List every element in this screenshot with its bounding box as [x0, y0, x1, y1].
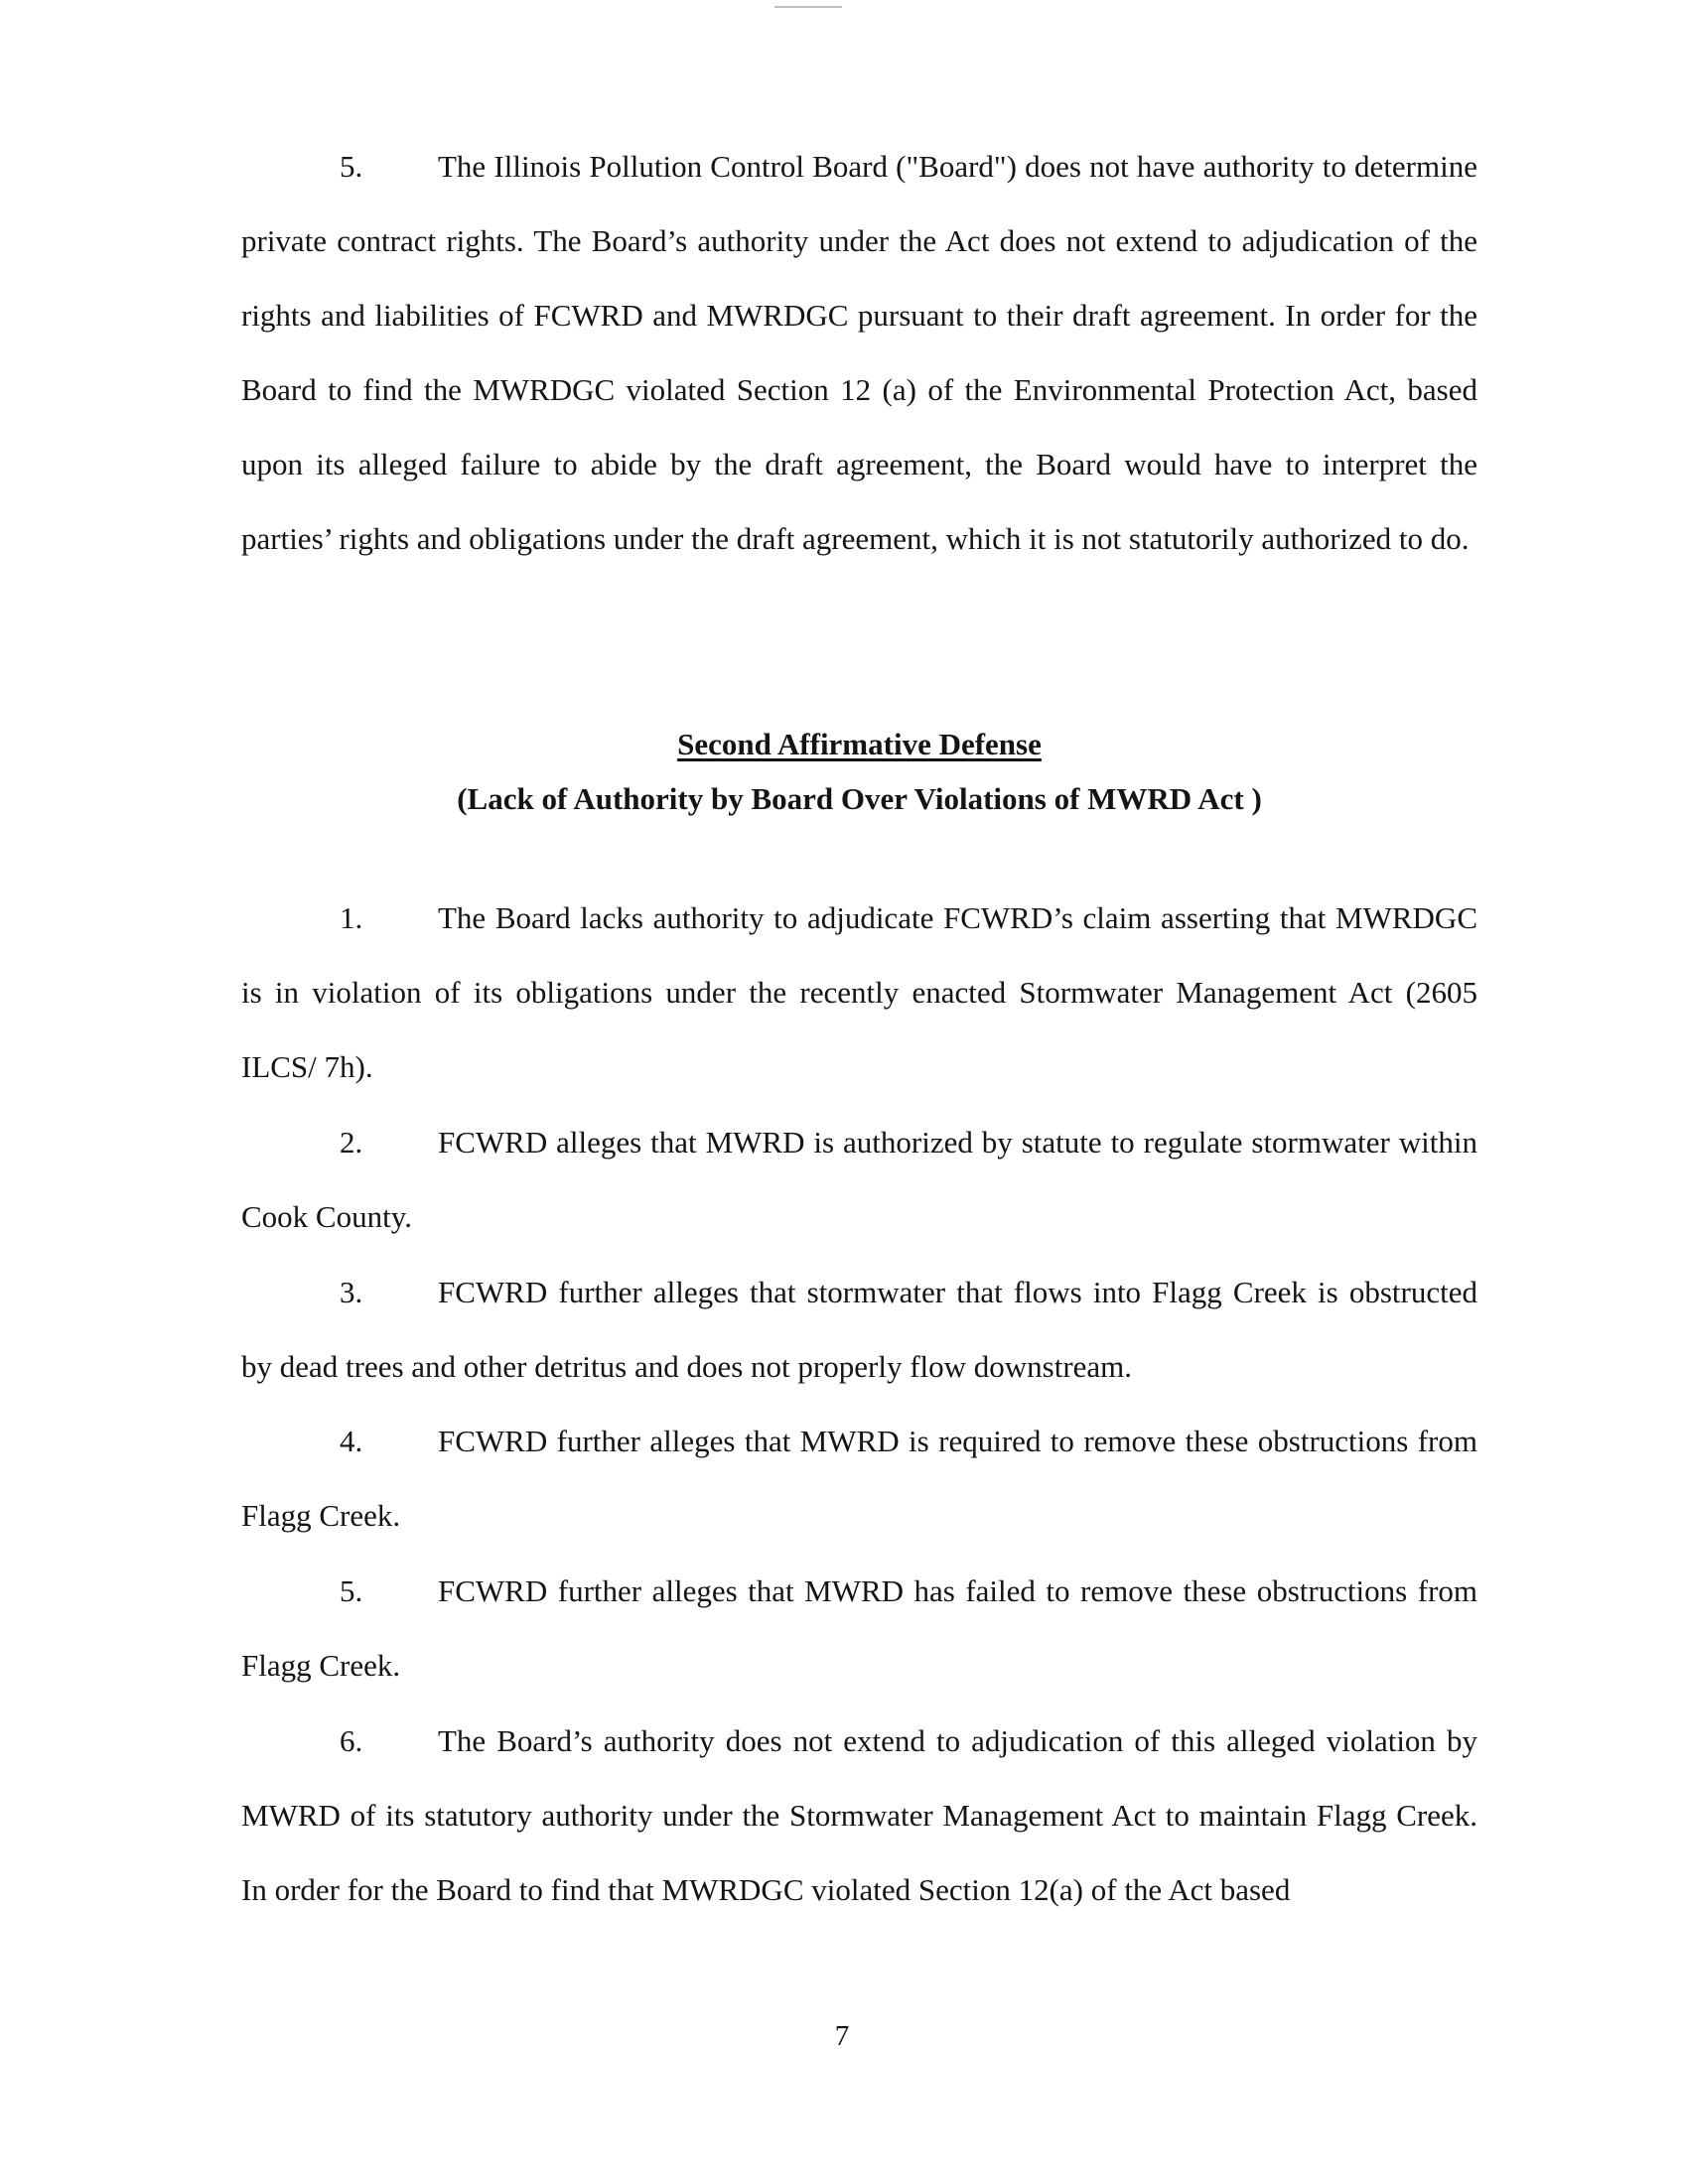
paragraph-number: 3. [340, 1275, 363, 1309]
paragraph-4 [241, 1404, 1477, 1553]
paragraph-1 [241, 881, 1477, 1104]
paragraph-text: FCWRD further alleges that stormwater that flows into Flagg Creek is obstructed by dead trees and other detritus and does not properly flow downstream. [241, 1275, 1477, 1384]
section-subtitle: (Lack of Authority by Board Over Violations of MWRD Act ) [457, 781, 1262, 816]
paragraph-text: FCWRD alleges that MWRD is authorized by statute to regulate stormwater within Cook County. [241, 1125, 1477, 1234]
paragraph-number: 5. [340, 1573, 363, 1608]
paragraph-3 [241, 1255, 1477, 1404]
paragraph-text: FCWRD further alleges that MWRD has failed to remove these obstructions from Flagg Creek. [241, 1573, 1477, 1683]
paragraph-2 [241, 1105, 1477, 1254]
paragraph-5 [241, 1554, 1477, 1703]
paragraph-text: The Board lacks authority to adjudicate FCWRD’s claim asserting that MWRDGC is in violation of its obligations under the recently enacted Stormwater Management Act (2605 ILCS/ 7h). [241, 900, 1477, 1084]
paragraph-number: 1. [340, 900, 363, 935]
paragraph-text: The Illinois Pollution Control Board ("Board") does not have authority to determine private contract rights. The Board’s authority under the Act does not extend to adjudication of the rights and liabilities of FCWRD and MWRDGC pursuant to their draft agreement. In order for the Board to find the MWRDGC violated Section 12 (a) of the Environmental Protection Act, based upon its alleged failure to abide by the draft agreement, the Board would have to interpret the parties’ rights and obligations under the draft agreement, which it is not statutorily authorized to do. [241, 149, 1477, 556]
section-title: Second Affirmative Defense [677, 727, 1042, 761]
page-number: 7 [834, 2020, 850, 2052]
paragraph-5-contract-rights [241, 129, 1477, 576]
paragraph-number: 4. [340, 1424, 363, 1458]
paragraph-number: 2. [340, 1125, 363, 1160]
scan-artifact [774, 6, 842, 8]
paragraph-number: 6. [340, 1723, 363, 1758]
paragraph-text: The Board’s authority does not extend to adjudication of this alleged violation by MWRD of its statutory authority under the Stormwater Management Act to maintain Flagg Creek. In order for the Board to find that MWRDGC violated Section 12(a) of the Act based [241, 1723, 1477, 1907]
paragraph-text: FCWRD further alleges that MWRD is required to remove these obstructions from Flagg Creek. [241, 1424, 1477, 1533]
paragraph-number: 5. [340, 149, 363, 184]
paragraph-6 [241, 1704, 1477, 1927]
